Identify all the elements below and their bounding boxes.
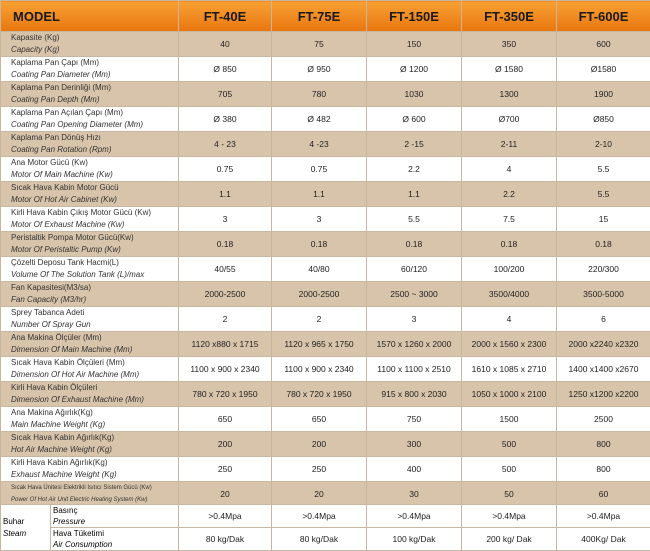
label-en: Coating Pan Opening Diameter (Mm) [11,120,144,129]
table-row [1,382,650,407]
cell: Ø 950 [272,57,367,82]
cell: 2.2 [462,182,557,207]
cell: 15 [557,207,650,232]
cell: 1030 [367,82,462,107]
row-label [1,307,179,332]
cell: 20 [179,482,272,507]
cell: 1100 x 900 x 2340 [179,357,272,382]
row-label [1,457,179,482]
label-en: Coating Pan Rotation (Rpm) [11,145,112,154]
label-en: Volume Of The Solution Tank (L)/max [11,270,145,279]
cell: 750 [367,407,462,432]
row-label [1,407,179,432]
cell: 75 [272,32,367,57]
cell: 650 [272,407,367,432]
cell: 1120 x 965 x 1750 [272,332,367,357]
cell: 500 [462,457,557,482]
label-en: Main Machine Weight (Kg) [11,420,106,429]
label-tr: Kaplama Pan Derinliği (Mm) [11,83,112,92]
table-row [1,182,650,207]
header-row [1,1,650,32]
cell: 1250 x1200 x2200 [557,382,650,407]
consumption-tr: Hava Tüketimi [53,529,104,538]
cell: 4 [462,307,557,332]
cell: >0.4Mpa [272,505,367,528]
cell: 705 [179,82,272,107]
cell: 400Kg/ Dak [557,528,650,551]
label-tr: Kirli Hava Kabin Ağırlık(Kg) [11,458,108,467]
table-row [1,257,650,282]
label-en: Motor Of Main Machine (Kw) [11,170,113,179]
table-row [1,82,650,107]
table-row [1,232,650,257]
label-tr: Sprey Tabanca Adeti [11,308,85,317]
steam-tr: Buhar [3,516,25,526]
cell: 780 x 720 x 1950 [272,382,367,407]
table-row [1,107,650,132]
label-en: Fan Capacity (M3/hr) [11,295,87,304]
cell: 5.5 [557,182,650,207]
consumption-en: Air Consumption [53,540,113,549]
cell: 780 x 720 x 1950 [179,382,272,407]
cell: 5.5 [367,207,462,232]
cell: >0.4Mpa [179,505,272,528]
cell: 1100 x 1100 x 2510 [367,357,462,382]
label-tr: Fan Kapasitesi(M3/sa) [11,283,92,292]
cell: 2000-2500 [272,282,367,307]
cell: Ø1580 [557,57,650,82]
row-label [1,432,179,457]
cell: 1300 [462,82,557,107]
row-label [1,32,179,57]
row-label [1,382,179,407]
cell: 100 kg/Dak [367,528,462,551]
label-en: Dimension Of Exhaust Machine (Mm) [11,395,144,404]
cell: 800 [557,432,650,457]
cell: 1400 x1400 x2670 [557,357,650,382]
cell: 2000-2500 [179,282,272,307]
cell: Ø 1580 [462,57,557,82]
cell: 0.18 [179,232,272,257]
cell: 30 [367,482,462,507]
cell: 0.75 [179,157,272,182]
cell: 780 [272,82,367,107]
cell: 1120 x880 x 1715 [179,332,272,357]
label-tr: Çözelti Deposu Tank Hacmi(L) [11,258,119,267]
label-en: Exhaust Machine Weight (Kg) [11,470,117,479]
cell: 2 [272,307,367,332]
cell: 100/200 [462,257,557,282]
cell: 50 [462,482,557,507]
label-tr: Ana Makina Ağırlık(Kg) [11,408,93,417]
label-en: Motor Of Peristaltic Pump (Kw) [11,245,121,254]
table-row [1,457,650,482]
cell: 200 kg/ Dak [462,528,557,551]
cell: 600 [557,32,650,57]
cell: 1.1 [272,182,367,207]
label-en: Number Of Spray Gun [11,320,91,329]
cell: 1500 [462,407,557,432]
label-tr: Sıcak Hava Kabin Motor Gücü [11,183,119,192]
cell: 80 kg/Dak [272,528,367,551]
row-label [1,257,179,282]
cell: 5.5 [557,157,650,182]
pressure-tr: Basınç [53,506,78,515]
cell: 2.2 [367,157,462,182]
cell: 4 [462,157,557,182]
table-row [1,282,650,307]
cell: 2 -15 [367,132,462,157]
cell: 0.18 [557,232,650,257]
cell: 0.75 [272,157,367,182]
steam-table [0,504,650,551]
table-row [1,57,650,82]
cell: 1610 x 1085 x 2710 [462,357,557,382]
label-tr: Peristaltik Pompa Motor Gücü(Kw) [11,233,134,242]
label-tr: Kaplama Pan Açılan Çapı (Mm) [11,108,124,117]
cell: 300 [367,432,462,457]
cell: Ø 850 [179,57,272,82]
row-label [1,357,179,382]
row-label [1,482,179,507]
row-label [1,282,179,307]
table-row [1,307,650,332]
consumption-label [51,528,179,551]
row-label [1,182,179,207]
cell: >0.4Mpa [462,505,557,528]
row-label [1,207,179,232]
cell: Ø 1200 [367,57,462,82]
cell: 40/80 [272,257,367,282]
cell: Ø 482 [272,107,367,132]
label-en: Coating Pan Depth (Mm) [11,95,100,104]
cell: 0.18 [367,232,462,257]
label-tr: Sıcak Hava Ünitesi Elektrikli Isıtıcı Sistem Gücü (Kw) [11,485,152,491]
cell: 2-10 [557,132,650,157]
model-ft-350e: FT-350E [462,1,557,32]
cell: 0.18 [272,232,367,257]
table-row [1,357,650,382]
label-tr: Ana Motor Gücü (Kw) [11,158,88,167]
cell: 7.5 [462,207,557,232]
row-label [1,332,179,357]
cell: 3 [272,207,367,232]
row-label [1,57,179,82]
cell: 500 [462,432,557,457]
label-tr: Sıcak Hava Kabin Ölçüleri (Mm) [11,358,125,367]
cell: 6 [557,307,650,332]
label-tr: Kaplama Pan Çapı (Mm) [11,58,100,67]
steam-label [1,505,51,551]
model-ft-75e: FT-75E [272,1,367,32]
label-en: Motor Of Exhaust Machine (Kw) [11,220,125,229]
cell: 60/120 [367,257,462,282]
cell: 2-11 [462,132,557,157]
label-en: Coating Pan Diameter (Mm) [11,70,111,79]
pressure-en: Pressure [53,517,86,526]
cell: 400 [367,457,462,482]
model-header: MODEL [1,1,179,32]
cell: 250 [272,457,367,482]
cell: 250 [179,457,272,482]
label-en: Capacity (Kg) [11,45,60,54]
row-label [1,132,179,157]
cell: 915 x 800 x 2030 [367,382,462,407]
cell: 20 [272,482,367,507]
table-row [1,432,650,457]
cell: 1100 x 900 x 2340 [272,357,367,382]
cell: 2500 ~ 3000 [367,282,462,307]
cell: >0.4Mpa [557,505,650,528]
label-tr: Kapasite (Kg) [11,33,60,42]
cell: 4 -23 [272,132,367,157]
cell: 3 [179,207,272,232]
cell: 2 [179,307,272,332]
table-row [1,482,650,507]
cell: 4 - 23 [179,132,272,157]
steam-consumption-row [1,528,650,551]
row-label [1,232,179,257]
cell: Ø700 [462,107,557,132]
table-row [1,207,650,232]
cell: 200 [272,432,367,457]
cell: 150 [367,32,462,57]
cell: 0.18 [462,232,557,257]
table-row [1,32,650,57]
label-en: Dimension Of Main Machine (Mm) [11,345,133,354]
cell: 350 [462,32,557,57]
cell: 2500 [557,407,650,432]
cell: 220/300 [557,257,650,282]
cell: 2000 x 1560 x 2300 [462,332,557,357]
cell: 1.1 [179,182,272,207]
table-row [1,157,650,182]
cell: 3500/4000 [462,282,557,307]
cell: 1050 x 1000 x 2100 [462,382,557,407]
cell: 1.1 [367,182,462,207]
label-tr: Ana Makina Ölçüler (Mm) [11,333,102,342]
label-en: Dimension Of Hot Air Machine (Mm) [11,370,140,379]
row-label [1,157,179,182]
label-en: Motor Of Hot Air Cabinet (Kw) [11,195,117,204]
model-ft-600e: FT-600E [557,1,650,32]
cell: 3 [367,307,462,332]
cell: 1570 x 1260 x 2000 [367,332,462,357]
table-row [1,407,650,432]
cell: 1900 [557,82,650,107]
steam-en: Steam [3,528,27,538]
cell: Ø 600 [367,107,462,132]
cell: 3500-5000 [557,282,650,307]
cell: Ø 380 [179,107,272,132]
table-row [1,332,650,357]
cell: 650 [179,407,272,432]
cell: 40/55 [179,257,272,282]
cell: 2000 x2240 x2320 [557,332,650,357]
label-en: Power Of Hot Air Unit Electric Heating System (Kw) [11,497,148,503]
label-tr: Kirli Hava Kabin Ölçüleri [11,383,98,392]
cell: 40 [179,32,272,57]
row-label [1,107,179,132]
label-tr: Kaplama Pan Dönüş Hızı [11,133,101,142]
row-label [1,82,179,107]
pressure-label [51,505,179,528]
model-ft-150e: FT-150E [367,1,462,32]
model-ft-40e: FT-40E [179,1,272,32]
cell: 800 [557,457,650,482]
cell: 80 kg/Dak [179,528,272,551]
cell: Ø850 [557,107,650,132]
label-tr: Kirli Hava Kabin Çıkış Motor Gücü (Kw) [11,208,152,217]
steam-pressure-row [1,505,650,528]
cell: >0.4Mpa [367,505,462,528]
cell: 200 [179,432,272,457]
label-tr: Sıcak Hava Kabin Ağırlık(Kg) [11,433,115,442]
table-row [1,132,650,157]
cell: 60 [557,482,650,507]
label-en: Hot Air Machine Weight (Kg) [11,445,112,454]
